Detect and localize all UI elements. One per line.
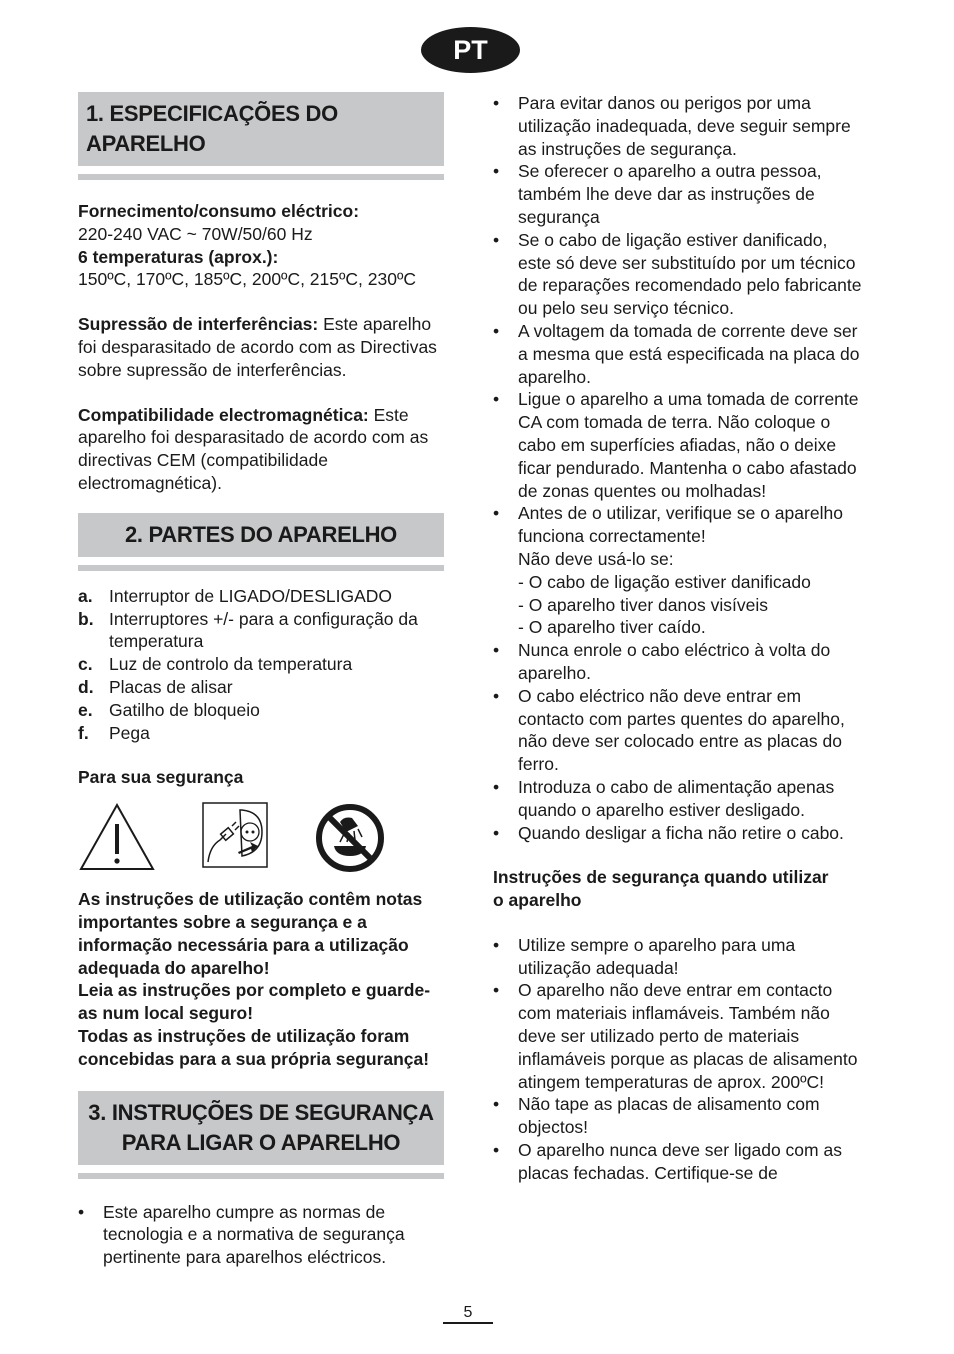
list-item: • Nunca enrole o cabo eléctrico à volta do aparelho. xyxy=(493,639,863,685)
list-item: • A voltagem da tomada de corrente deve ser a mesma que está especificada na placa do aparelho. xyxy=(493,320,863,388)
list-item: • Se oferecer o aparelho a outra pessoa, também lhe deve dar as instruções de segurança xyxy=(493,160,863,228)
list-item: • O aparelho nunca deve ser ligado com as placas fechadas. Certifique-se de xyxy=(493,1139,863,1185)
list-item: c. Luz de controlo da temperatura xyxy=(78,654,353,675)
list-item: • Não tape as placas de alisamento com objectos! xyxy=(493,1093,863,1139)
power-label: Fornecimento/consumo eléctrico: xyxy=(78,201,360,221)
power-value: 220-240 VAC ~ 70W/50/60 Hz xyxy=(78,223,313,244)
list-item: • Introduza o cabo de alimentação apenas quando o aparelho estiver desligado. xyxy=(493,776,863,822)
list-item: • Se o cabo de ligação estiver danificado, este só deve ser substituído por um técnico de reparações recomendado pelo fabricante ou pelo seu serviço técnico. xyxy=(493,229,863,320)
right-bullets-1 xyxy=(493,92,863,844)
parts-list xyxy=(78,585,444,745)
safety-heading: Para sua segurança xyxy=(78,767,244,788)
safety-notice-2: Leia as instruções por completo e guarde-as num local seguro! xyxy=(78,980,431,1024)
list-item: • O cabo eléctrico não deve entrar em contacto com partes quentes do aparelho, não deve ser colocado entre as placas do ferro. xyxy=(493,685,863,776)
list-item: • Para evitar danos ou perigos por uma utilização inadequada, deve seguir sempre as instruções de segurança. xyxy=(493,92,863,160)
list-item: • Este aparelho cumpre as normas de tecnologia e a normativa de segurança pertinente para aparelhos eléctricos. xyxy=(78,1201,444,1269)
list-item: • Utilize sempre o aparelho para uma utilização adequada! xyxy=(493,934,863,980)
right-column xyxy=(493,92,863,1185)
safety-notice-1: As instruções de utilização contêm notas importantes sobre a segurança e a informação necessária para a utilização adequada do aparelho! xyxy=(78,889,423,978)
language-badge: PT xyxy=(421,27,520,73)
page-number: 5 xyxy=(463,1304,473,1321)
list-item: • O aparelho não deve entrar em contacto com materiais inflamáveis. Também não deve ser utilizado perto de materiais inflamáveis porque as placas de alisamento atingem temperaturas de aprox. 200ºC! xyxy=(493,979,863,1093)
page-number-rule xyxy=(443,1322,493,1324)
temps-label: 6 temperaturas (aprox.): xyxy=(78,246,279,267)
list-item: d. Placas de alisar xyxy=(78,676,233,697)
list-item: • Quando desligar a ficha não retire o cabo. xyxy=(493,822,863,845)
list-item: a. Interruptor de LIGADO/DESLIGADO xyxy=(78,585,393,606)
list-item: • Antes de o utilizar, verifique se o aparelho funciona correctamente! Não deve usá-lo se: - O cabo de ligação estiver danificado - O aparelho tiver danos visíveis - O aparelho tiver caído. xyxy=(493,502,863,639)
usage-safety-heading: Instruções de segurança quando utilizar o aparelho xyxy=(493,867,829,911)
section-1-heading: 1. ESPECIFICAÇÕES DO APARELHO xyxy=(78,92,444,166)
interference-paragraph: Supressão de interferências: Este aparelho foi desparasitado de acordo com as Directivas sobre supressão de interferências. xyxy=(78,314,437,380)
unplug-icon xyxy=(202,802,268,868)
section-3-heading: 3. INSTRUÇÕES DE SEGURANÇA PARA LIGAR O APARELHO xyxy=(78,1091,444,1165)
warning-triangle-icon xyxy=(78,802,156,872)
right-bullets-2 xyxy=(493,934,863,1185)
section-3-bullets xyxy=(78,1201,444,1269)
temps-value: 150ºC, 170ºC, 185ºC, 200ºC, 215ºC, 230ºC xyxy=(78,269,416,290)
list-item: f. Pega xyxy=(78,722,150,743)
list-item: • Ligue o aparelho a uma tomada de corrente CA com tomada de terra. Não coloque o cabo em superfícies afiadas, não o deixe ficar pendurado. Mantenha o cabo afastado de zonas quentes ou molhadas! xyxy=(493,388,863,502)
list-item: b. Interruptores +/- para a configuração da temperatura xyxy=(78,608,418,652)
safety-icons xyxy=(78,802,444,878)
section-2-heading: 2. PARTES DO APARELHO xyxy=(78,513,444,557)
safety-notice-3: Todas as instruções de utilização foram concebidas para a sua própria segurança! xyxy=(78,1025,430,1069)
left-column xyxy=(78,92,444,1269)
no-water-icon xyxy=(314,802,386,874)
list-item: e. Gatilho de bloqueio xyxy=(78,699,260,720)
emc-paragraph: Compatibilidade electromagnética: Este aparelho foi desparasitado de acordo com as directivas CEM (compatibilidade electromagnética). xyxy=(78,404,429,493)
